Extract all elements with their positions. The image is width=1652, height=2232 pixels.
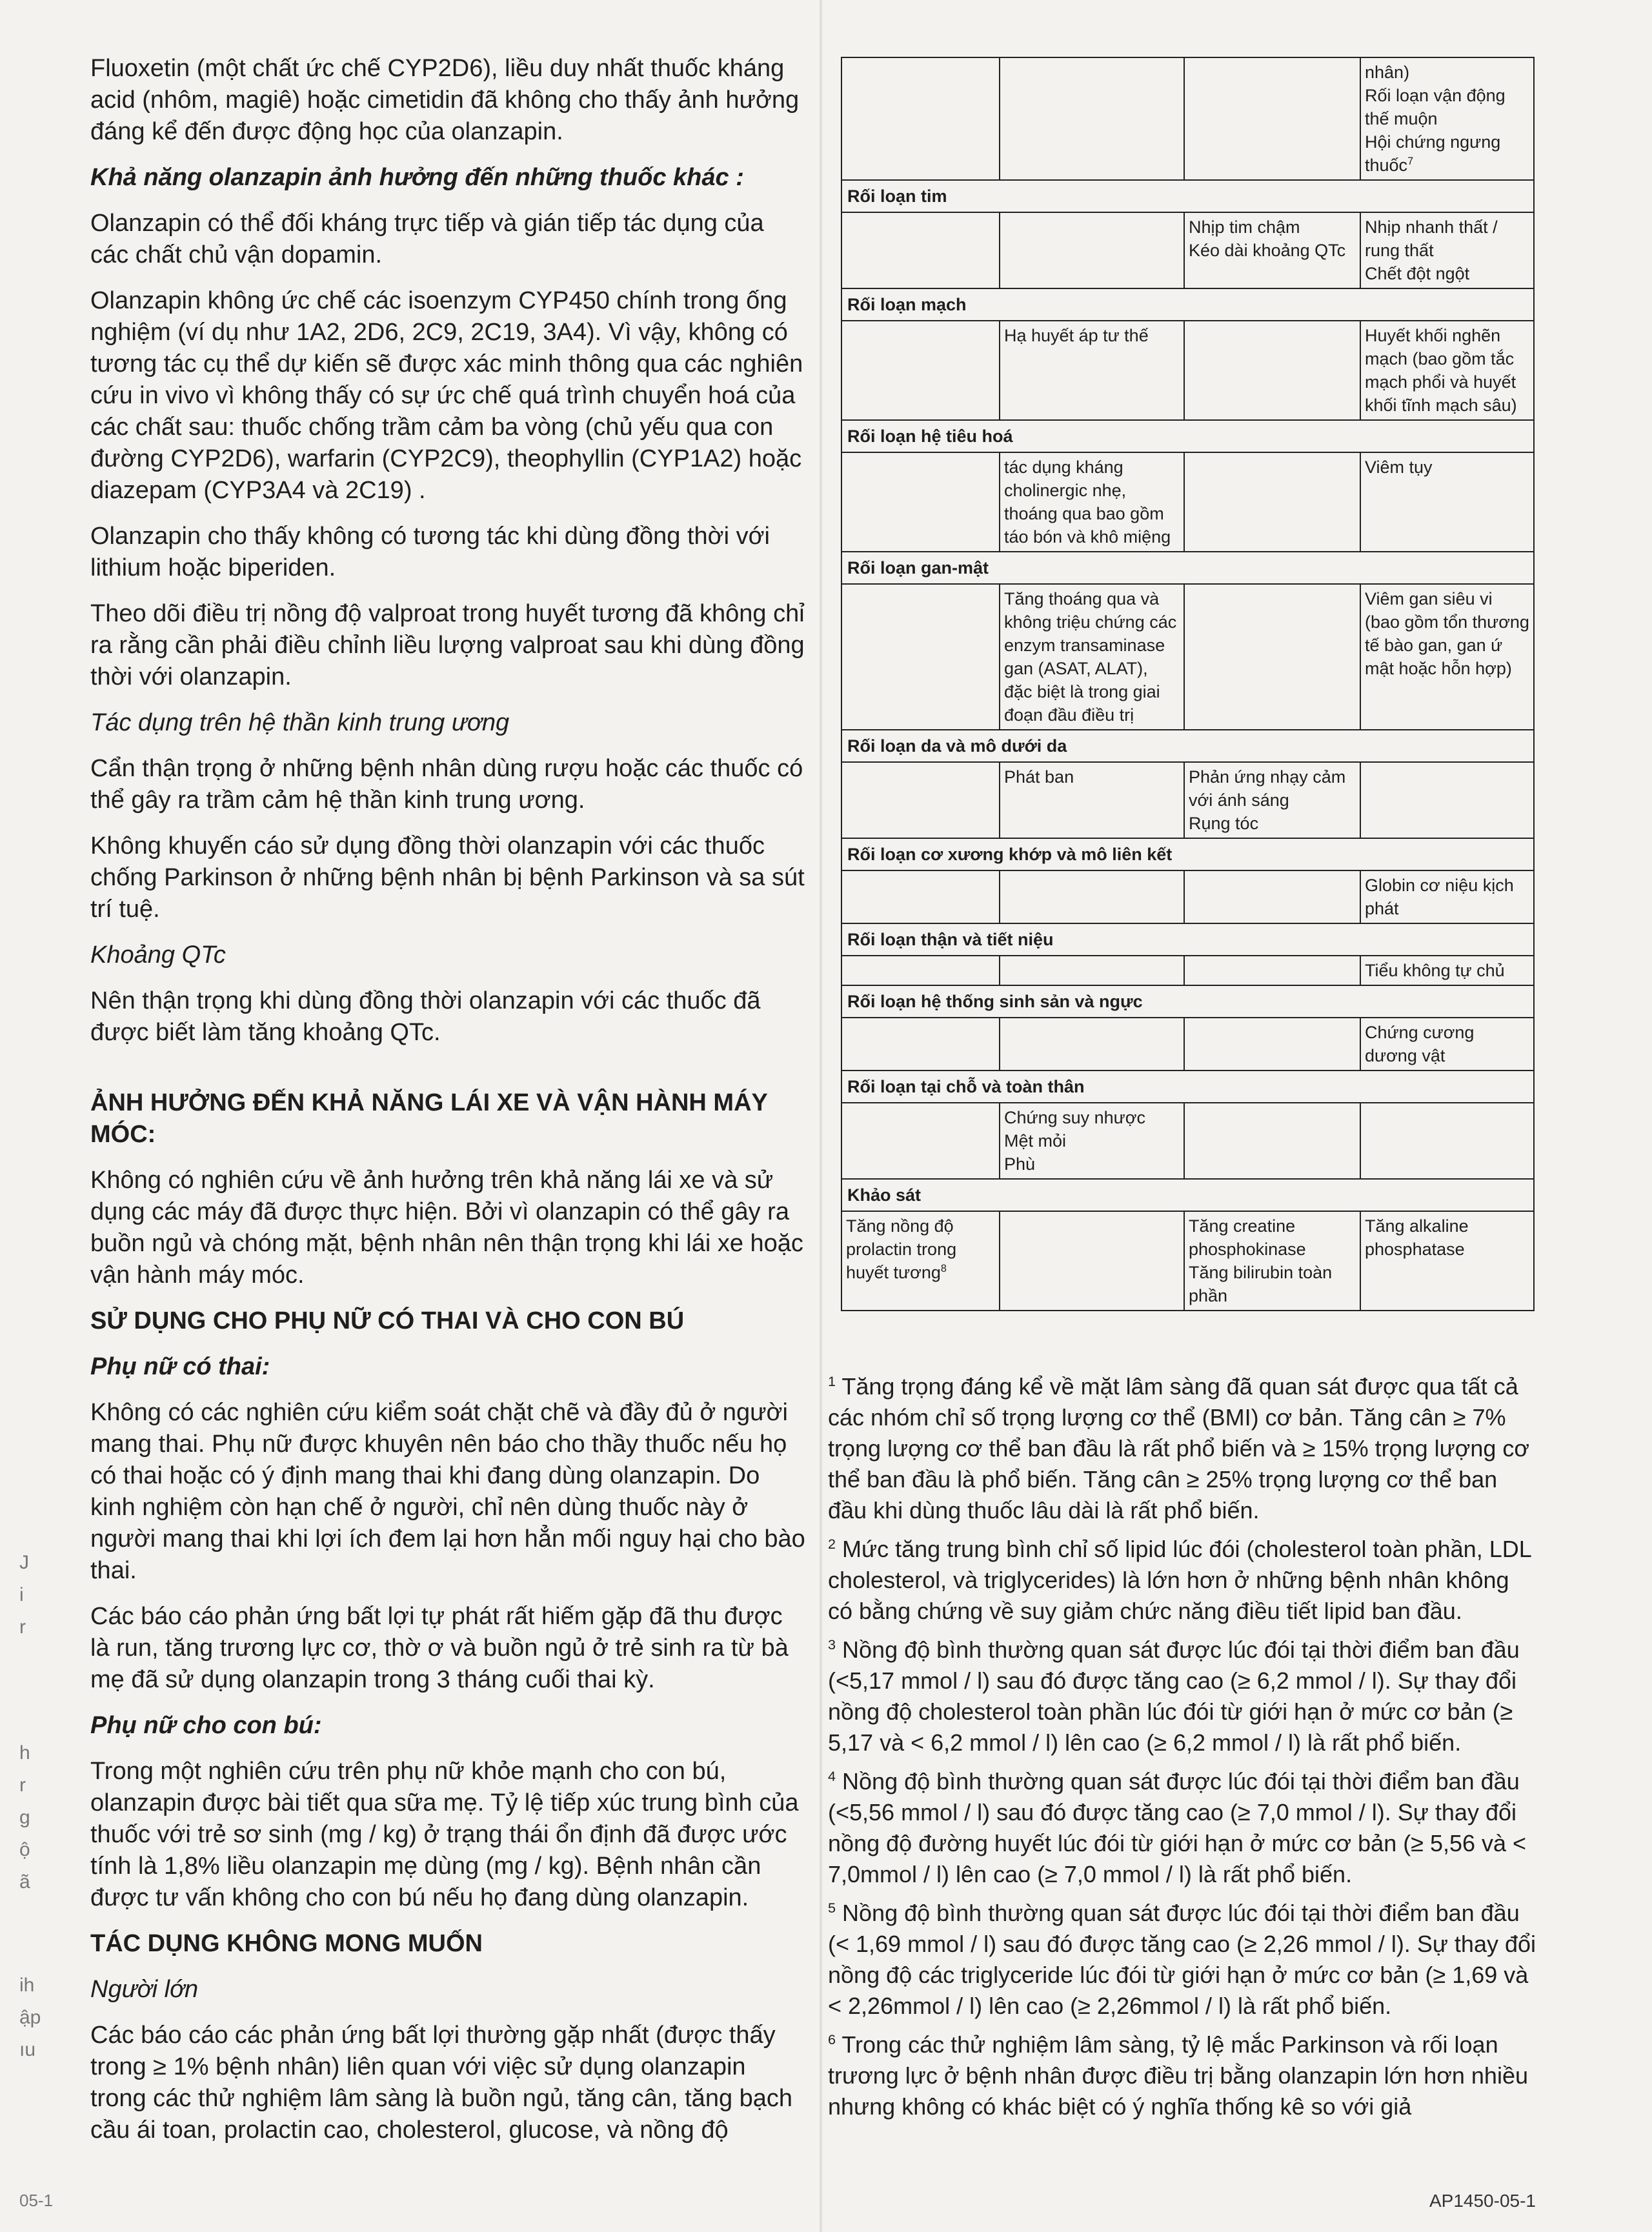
page-fold [820,0,822,2232]
footnote-2: $^2$ Mức tăng trung bình chỉ số lipid lúc đói (cholesterol toàn phần, LDL cholesterol, và triglycerides) là lớn hơn ở những bệnh nhân không có bằng chứng về suy giảm chức năng điều tiết lipid ban đầu. [828,1536,1531,1624]
table-row: tác dụng kháng cholinergic nhẹ, thoáng qua bao gồm táo bón và khô miệng Viêm tụy [842,452,1533,551]
footnote-3: $^3$ Nồng độ bình thường quan sát được lúc đói tại thời điểm ban đầu (<5,17 mmol / l) sau đó được tăng cao (≥ 6,2 mmol / l). Sự thay đổi nồng độ cholesterol toàn phần lúc đói từ giới hạn ở mức cơ bản (≥ 5,17 và < 6,2 mmol / l) lên cao (≥ 6,2 mmol / l) là rất phổ biến. [828,1636,1520,1756]
document-code: AP1450-05-1 [1429,2191,1536,2211]
table-category-row [842,419,1533,452]
adverse-reactions-table [841,57,1535,1311]
table-category-row [842,985,1533,1017]
footnote-5: $^5$ Nồng độ bình thường quan sát được lúc đói tại thời điểm ban đầu (< 1,69 mmol / l) sau đó được tăng cao (≥ 2,26 mmol / l). Sự thay đổi nồng độ các triglyceride lúc đói từ giới hạn ở mức cơ bản (≥ 1,69 và < 2,26mmol / l) lên cao (≥ 2,26mmol / l) là rất phổ biến. [828,1900,1536,2019]
table-row: Chứng cương dương vật [842,1017,1533,1070]
table-row: Tăng nồng độ prolactin trong huyết tương$^8$ Tăng creatine phosphokinase Tăng bilirubin toàn phần Tăng alkaline phosphatase [842,1211,1533,1310]
category-skin: Rối loạn da và mô dưới da [847,736,1067,756]
table-row: Tiểu không tự chủ [842,955,1533,985]
paragraph-pregnant: Không có các nghiên cứu kiểm soát chặt chẽ và đầy đủ ở người mang thai. Phụ nữ được khuyên nên báo cho thầy thuốc nếu họ có thai hoặc có ý định mang thai khi đang dùng olanzapin. Do kinh nghiệm còn hạn chế ở người, chỉ nên dùng thuốc này ở người mang thai khi lợi ích đem lại hơn hẳn mối nguy hại cho bào thai. [90,1399,805,1584]
table-row: Phát ban Phản ứng nhạy cảm với ánh sáng Rụng tóc [842,761,1533,838]
edge-char: J [19,1552,29,1573]
category-renal: Rối loạn thận và tiết niệu [847,930,1054,949]
paragraph-valproat: Theo dõi điều trị nồng độ valproat trong huyết tương đã không chỉ ra rằng cần phải điều chỉnh liều lượng valproat sau khi dùng đồng thời với olanzapin. [90,600,805,690]
table-category-row [842,288,1533,320]
heading-effect-on-other-drugs: Khả năng olanzapin ảnh hưởng đến những thuốc khác : [90,164,744,191]
table-row: Nhịp tim chậm Kéo dài khoảng QTc Nhịp nhanh thất / rung thất Chết đột ngột [842,212,1533,288]
footnotes [828,1371,1538,2130]
table-category-row [842,729,1533,761]
heading-pregnancy-lactation: SỬ DỤNG CHO PHỤ NỮ CÓ THAI VÀ CHO CON BÚ [90,1307,685,1334]
edge-char: g [19,1807,30,1828]
category-vascular: Rối loạn mạch [847,295,967,314]
table-row: Hạ huyết áp tư thế Huyết khối nghẽn mạch (bao gồm tắc mạch phổi và huyết khối tĩnh mạch sâu) [842,320,1533,419]
table-category-row [842,838,1533,870]
footnote-6: $^6$ Trong các thử nghiệm lâm sàng, tỷ lệ mắc Parkinson và rối loạn trương lực ở bệnh nhân được điều trị bằng olanzapin lớn hơn nhiều nhưng không có khác biệt có ý nghĩa thống kê so với giả [828,2031,1528,2120]
paragraph-newborn: Các báo cáo phản ứng bất lợi tự phát rất hiếm gặp đã thu được là run, tăng trương lực cơ, thờ ơ và buồn ngủ ở trẻ sinh ra từ bà mẹ đã sử dụng olanzapin trong 3 tháng cuối thai kỳ. [90,1603,789,1693]
edge-char: ã [19,1871,30,1893]
paragraph-driving: Không có nghiên cứu về ảnh hưởng trên khả năng lái xe và sử dụng các máy đã được thực hiện. Bởi vì olanzapin có thể gây ra buồn ngủ và chóng mặt, bệnh nhân nên thận trọng khi lái xe hoặc vận hành máy móc. [90,1167,803,1289]
category-reproductive: Rối loạn hệ thống sinh sản và ngực [847,992,1143,1011]
table-category-row [842,1178,1533,1211]
edge-char: ập [19,2007,41,2028]
category-general: Rối loạn tại chỗ và toàn thân [847,1077,1085,1096]
table-category-row [842,1070,1533,1102]
heading-pregnant: Phụ nữ có thai: [90,1353,270,1380]
paragraph-parkinson: Không khuyến cáo sử dụng đồng thời olanzapin với các thuốc chống Parkinson ở những bệnh nhân bị bệnh Parkinson và sa sút trí tuệ. [90,832,805,923]
category-heart: Rối loạn tim [847,186,947,206]
category-digestive: Rối loạn hệ tiêu hoá [847,427,1013,446]
table-category-row [842,179,1533,212]
heading-driving: ẢNH HƯỞNG ĐẾN KHẢ NĂNG LÁI XE VÀ VẬN HÀNH MÁY MÓC: [90,1089,768,1148]
edge-char: h [19,1742,30,1764]
category-investigations: Khảo sát [847,1185,922,1205]
footnote-4: $^4$ Nồng độ bình thường quan sát được lúc đói tại thời điểm ban đầu (<5,56 mmol / l) sau đó được tăng cao (≥ 7,0 mmol / l). Sự thay đổi nồng độ đường huyết lúc đói từ giới hạn ở mức cơ bản (≥ 5,56 và < 7,0mmol / l) lên cao (≥ 7,0 mmol / l) là rất phổ biến. [828,1768,1527,1887]
heading-qtc: Khoảng QTc [90,941,226,969]
paragraph-adults: Các báo cáo các phản ứng bất lợi thường gặp nhất (được thấy trong ≥ 1% bệnh nhân) liên quan với việc sử dụng olanzapin trong các thử nghiệm lâm sàng là buồn ngủ, tăng cân, tăng bạch cầu ái toan, prolactin cao, cholesterol, glucose, và nồng độ [90,2022,793,2144]
edge-char: ih [19,1975,35,1996]
heading-adults: Người lớn [90,1976,199,2003]
table-category-row [842,923,1533,955]
paragraph-cyp450: Olanzapin không ức chế các isoenzym CYP450 chính trong ống nghiệm (ví dụ như 1A2, 2D6, 2C9, 2C19, 3A4). Vì vậy, không có tương tác cụ thể dự kiến sẽ được xác minh thông qua các nghiên cứu in vivo vì không thấy có sự ức chế quá trình chuyển hoá của các chất sau: thuốc chống trầm cảm ba vòng (chủ yếu qua con đường CYP2D6), warfarin (CYP2C9), theophyllin (CYP1A2) hoặc diazepam (CYP3A4 và 2C19) . [90,287,803,504]
table-row [842,58,1533,179]
table-row: Globin cơ niệu kịch phát [842,870,1533,923]
heading-adverse-effects: TÁC DỤNG KHÔNG MONG MUỐN [90,1930,483,1957]
paragraph-breastfeeding: Trong một nghiên cứu trên phụ nữ khỏe mạnh cho con bú, olanzapin được bài tiết qua sữa mẹ. Tỷ lệ tiếp xúc trung bình của thuốc với trẻ sơ sinh (mg / kg) ở trạng thái ổn định đã được ước tính là 1,8% liều olanzapin mẹ dùng (mg / kg). Bệnh nhân cần được tư vấn không cho con bú nếu họ đang dùng olanzapin. [90,1758,799,1911]
table-row: Chứng suy nhược Mệt mỏi Phù [842,1102,1533,1178]
edge-char: ộ [19,1839,30,1860]
paragraph-fluoxetin: Fluoxetin (một chất ức chế CYP2D6), liều duy nhất thuốc kháng acid (nhôm, magiê) hoặc cimetidin đã không cho thấy ảnh hưởng đáng kể đến được động học của olanzapin. [90,55,800,145]
left-page-code: 05-1 [19,2191,54,2210]
edge-char: r [19,1775,26,1796]
paragraph-alcohol: Cẩn thận trọng ở những bệnh nhân dùng rượu hoặc các thuốc có thể gây ra trầm cảm hệ thần kinh trung ương. [90,755,803,814]
paragraph-qtc: Nên thận trọng khi dùng đồng thời olanzapin với các thuốc đã được biết làm tăng khoảng QTc. [90,987,761,1046]
heading-cns: Tác dụng trên hệ thần kinh trung ương [90,709,510,736]
heading-breastfeeding: Phụ nữ cho con bú: [90,1712,322,1739]
edge-char: i [19,1584,24,1605]
left-column [90,53,807,2160]
table-cell: nhân) Rối loạn vận động thế muộn Hội chứng ngưng thuốc$^7$ [1360,58,1533,179]
table-category-row [842,551,1533,583]
edge-char: r [19,1616,26,1638]
paragraph-lithium: Olanzapin cho thấy không có tương tác khi dùng đồng thời với lithium hoặc biperiden. [90,523,770,581]
category-musculoskeletal: Rối loạn cơ xương khớp và mô liên kết [847,845,1173,864]
footnote-1: $^1$ Tăng trọng đáng kể về mặt lâm sàng đã quan sát được qua tất cả các nhóm chỉ số trọng lượng cơ thể (BMI) cơ bản. Tăng cân ≥ 7% trọng lượng cơ thể ban đầu là rất phổ biến và ≥ 15% trọng lượng cơ thể ban đầu là phổ biến. Tăng cân ≥ 25% trọng lượng cơ thể ban đầu khi dùng thuốc lâu dài là rất phổ biến. [828,1373,1530,1523]
category-liver: Rối loạn gan-mật [847,558,989,578]
table-row: Tăng thoáng qua và không triệu chứng các enzym transaminase gan (ASAT, ALAT), đặc biệt là trong giai đoạn đầu điều trị Viêm gan siêu vi (bao gồm tổn thương tế bào gan, gan ứ mật hoặc hỗn hợp) [842,583,1533,729]
edge-char: ıu [19,2039,36,2060]
paragraph-dopamine: Olanzapin có thể đối kháng trực tiếp và gián tiếp tác dụng của các chất chủ vận dopamin. [90,210,764,268]
